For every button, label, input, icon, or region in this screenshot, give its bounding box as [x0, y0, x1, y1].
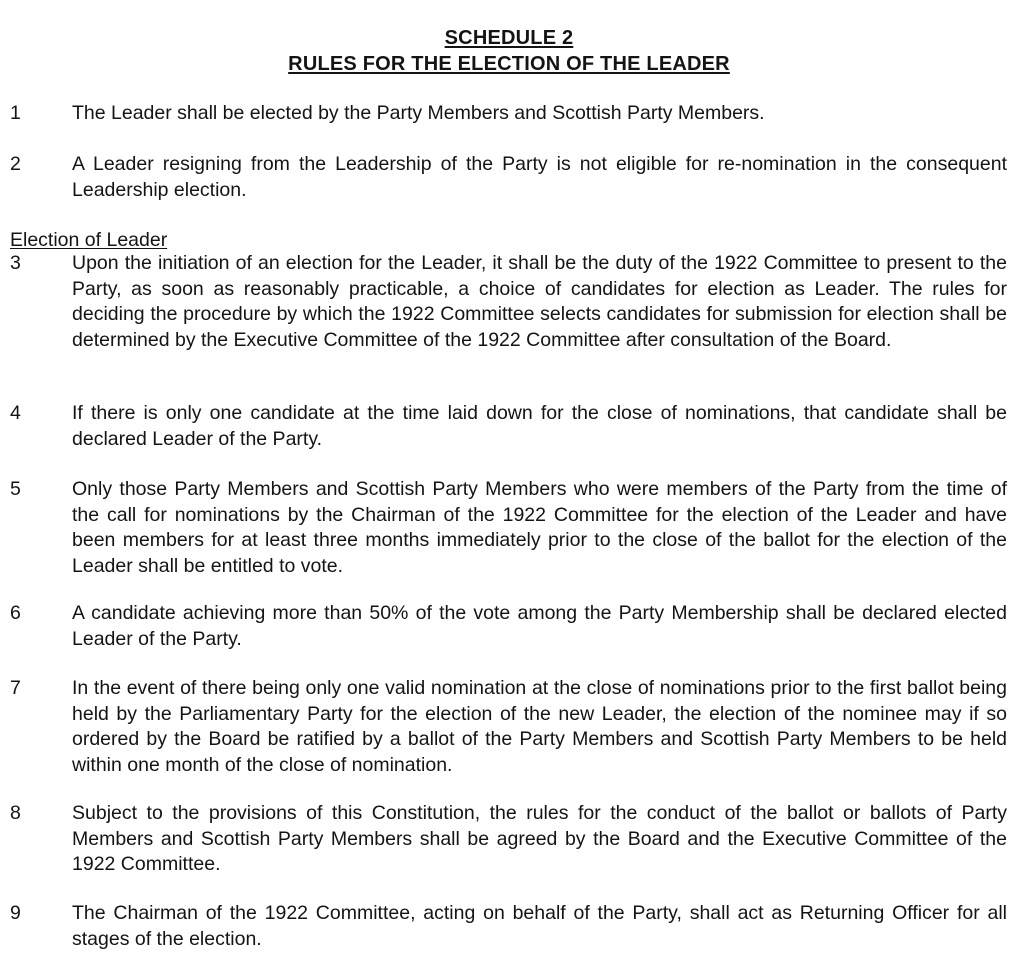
clause-text: If there is only one candidate at the time laid down for the close of nominations, that candidate shall be declared Leader of the Party.	[72, 402, 1007, 450]
clause-text: Upon the initiation of an election for the Leader, it shall be the duty of the 1922 Committee to present to the Party, as soon as reasonably practicable, a choice of candidates for election as Leader. The rules for deciding the procedure by which the 1922 Committee selects candidates for submission for election shall be determined by the Executive Committee of the 1922 Committee after consultation of the Board.	[72, 252, 1007, 351]
clause-text: Subject to the provisions of this Constitution, the rules for the conduct of the ballot or ballots of Party Members and Scottish Party Members shall be agreed by the Board and the Executive Committee of the 1922 Committee.	[72, 802, 1007, 875]
clause-number: 7	[10, 677, 21, 699]
clause-text: Only those Party Members and Scottish Party Members who were members of the Party from the time of the call for nominations by the Chairman of the 1922 Committee for the election of the Leader and have been members for at least three months immediately prior to the close of the ballot for the election of the Leader shall be entitled to vote.	[72, 478, 1007, 577]
clause-text: In the event of there being only one valid nomination at the close of nominations prior to the first ballot being held by the Parliamentary Party for the election of the new Leader, the election of the nominee may if so ordered by the Board be ratified by a ballot of the Party Members and Scottish Party Members to be held within one month of the close of nomination.	[72, 677, 1007, 776]
clause-number: 2	[10, 153, 21, 175]
schedule-title: SCHEDULE 2	[444, 27, 574, 49]
clause-text: The Leader shall be elected by the Party Members and Scottish Party Members.	[72, 102, 765, 124]
clause-number: 4	[10, 402, 21, 424]
clause-number: 6	[10, 602, 21, 624]
clause-number: 8	[10, 802, 21, 824]
clause-number: 5	[10, 478, 21, 500]
section-heading-election-of-leader: Election of Leader	[10, 229, 168, 251]
clause-text: A Leader resigning from the Leadership of the Party is not eligible for re-nomination in the consequent Leadership election.	[72, 153, 1007, 201]
clause-number: 1	[10, 102, 21, 124]
clause-text: The Chairman of the 1922 Committee, acting on behalf of the Party, shall act as Returning Officer for all stages of the election.	[72, 902, 1007, 950]
clause-text: A candidate achieving more than 50% of the vote among the Party Membership shall be declared elected Leader of the Party.	[72, 602, 1007, 650]
clause-number: 9	[10, 902, 21, 924]
clause-number: 3	[10, 252, 21, 274]
schedule-subtitle: RULES FOR THE ELECTION OF THE LEADER	[288, 53, 730, 75]
